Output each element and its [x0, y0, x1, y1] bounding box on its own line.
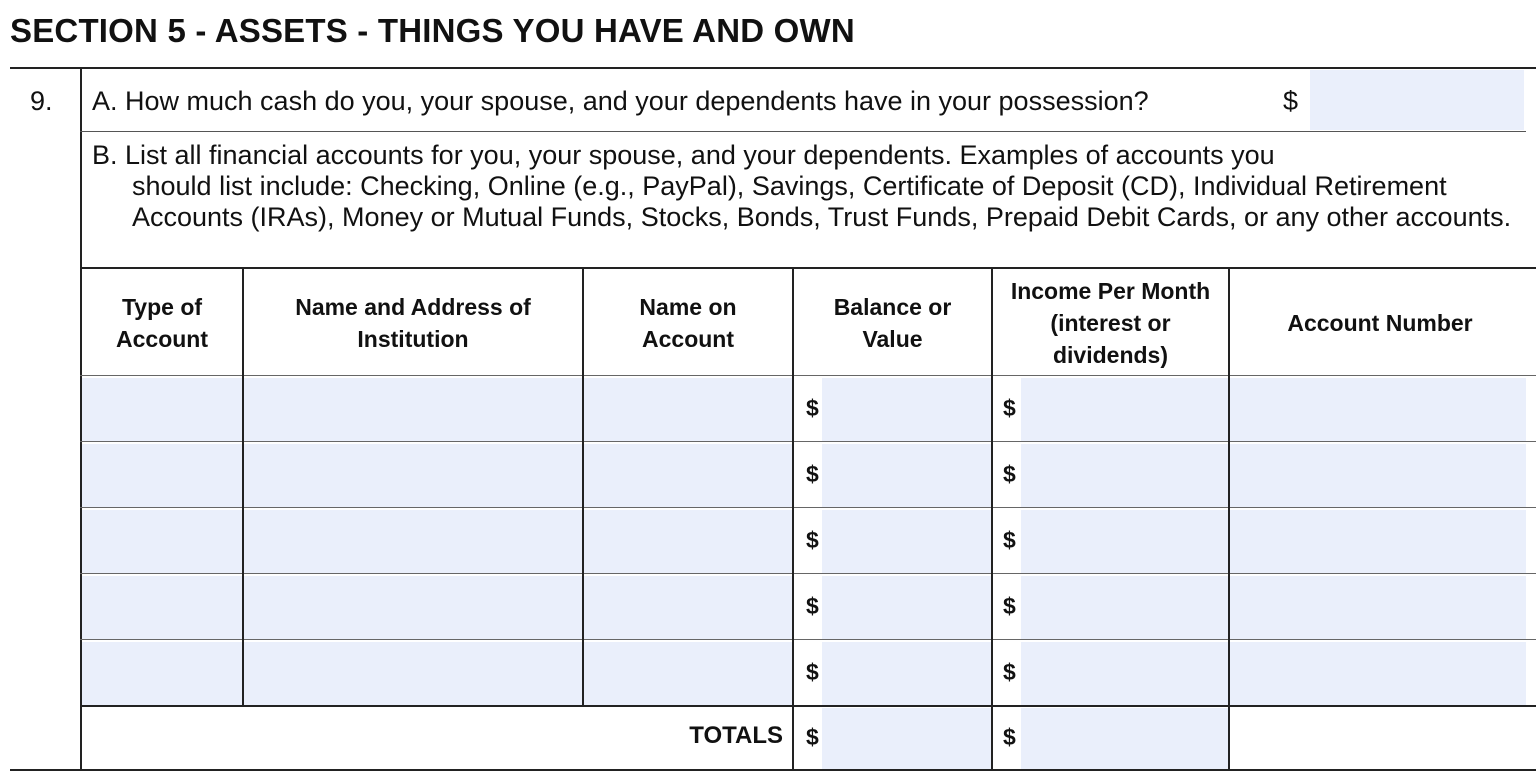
- col-rule-3: [792, 267, 794, 770]
- row-3-name-field[interactable]: [584, 510, 792, 573]
- row-4-name-field[interactable]: [584, 576, 792, 639]
- header-bottom-rule: [80, 375, 1536, 376]
- row-rule-1: [80, 441, 1536, 442]
- totals-income-field[interactable]: [1021, 708, 1228, 770]
- row-5-balance-dollar: $: [806, 659, 819, 685]
- totals-balance-dollar: $: [806, 724, 819, 750]
- question-number: 9.: [30, 86, 53, 116]
- table-top-rule: [80, 267, 1536, 269]
- row-2-name-field[interactable]: [584, 444, 792, 507]
- row-3-institution-field[interactable]: [244, 510, 582, 573]
- totals-balance-field[interactable]: [822, 708, 991, 770]
- cash-amount-field[interactable]: [1310, 70, 1524, 130]
- col-rule-1: [242, 267, 244, 707]
- row-1-income-dollar: $: [1003, 395, 1016, 421]
- row-5-name-field[interactable]: [584, 642, 792, 705]
- row-2-income-dollar: $: [1003, 461, 1016, 487]
- question-b-first-line: B. List all financial accounts for you, your spouse, and your dependents. Examples of accounts you: [92, 140, 1275, 170]
- header-institution: Name and Address of Institution: [295, 294, 531, 352]
- row-2-balance-dollar: $: [806, 461, 819, 487]
- row-4-income-field[interactable]: [1021, 576, 1228, 639]
- row-2-income-field[interactable]: [1021, 444, 1228, 507]
- row-2-institution-field[interactable]: [244, 444, 582, 507]
- row-1-balance-dollar: $: [806, 395, 819, 421]
- header-type-of-account: Type of Account: [116, 294, 208, 352]
- header-balance: Balance or Value: [833, 294, 952, 352]
- question-a-text: A. How much cash do you, your spouse, and your dependents have in your possession?: [92, 86, 1149, 116]
- col-rule-4: [991, 267, 993, 770]
- row-1-account-number-field[interactable]: [1230, 378, 1526, 441]
- row-5-account-number-field[interactable]: [1230, 642, 1526, 705]
- header-income: Income Per Month (interest or dividends): [1010, 278, 1211, 368]
- row-3-account-number-field[interactable]: [1230, 510, 1526, 573]
- cash-dollar-sign: $: [1283, 86, 1299, 116]
- header-account-number: Account Number: [1287, 310, 1473, 336]
- header-name-on-account: Name on Account: [639, 294, 737, 352]
- question-a-rule: [80, 131, 1526, 132]
- totals-label: TOTALS: [689, 722, 783, 749]
- row-2-account-number-field[interactable]: [1230, 444, 1526, 507]
- row-5-type-field[interactable]: [82, 642, 242, 705]
- row-4-type-field[interactable]: [82, 576, 242, 639]
- question-b-text: [92, 140, 1517, 233]
- row-2-type-field[interactable]: [82, 444, 242, 507]
- table-bottom-rule: [10, 769, 1536, 771]
- row-rule-3: [80, 573, 1536, 574]
- row-3-balance-dollar: $: [806, 527, 819, 553]
- row-rule-2: [80, 507, 1536, 508]
- col-rule-5: [1228, 267, 1230, 770]
- row-5-balance-field[interactable]: [822, 642, 991, 705]
- row-3-income-field[interactable]: [1021, 510, 1228, 573]
- row-2-balance-field[interactable]: [822, 444, 991, 507]
- row-rule-4: [80, 639, 1536, 640]
- row-1-balance-field[interactable]: [822, 378, 991, 441]
- row-5-income-dollar: $: [1003, 659, 1016, 685]
- row-4-income-dollar: $: [1003, 593, 1016, 619]
- row-rule-5: [80, 705, 1536, 707]
- row-4-balance-dollar: $: [806, 593, 819, 619]
- row-4-balance-field[interactable]: [822, 576, 991, 639]
- row-1-type-field[interactable]: [82, 378, 242, 441]
- totals-income-dollar: $: [1003, 724, 1016, 750]
- row-3-type-field[interactable]: [82, 510, 242, 573]
- title-rule: [10, 67, 1536, 69]
- row-5-institution-field[interactable]: [244, 642, 582, 705]
- row-1-name-field[interactable]: [584, 378, 792, 441]
- row-4-institution-field[interactable]: [244, 576, 582, 639]
- col-rule-2: [582, 267, 584, 707]
- row-5-income-field[interactable]: [1021, 642, 1228, 705]
- section-title: SECTION 5 - ASSETS - THINGS YOU HAVE AND OWN: [10, 12, 855, 49]
- row-3-balance-field[interactable]: [822, 510, 991, 573]
- row-3-income-dollar: $: [1003, 527, 1016, 553]
- row-1-institution-field[interactable]: [244, 378, 582, 441]
- row-4-account-number-field[interactable]: [1230, 576, 1526, 639]
- question-b-continuation: should list include: Checking, Online (e.g., PayPal), Savings, Certificate of Deposit (CD), Individual Retirement Accounts (IRAs), Money or Mutual Funds, Stocks, Bonds, Trust Funds, Prepaid Debit Cards, or any other accounts.: [132, 171, 1512, 232]
- row-1-income-field[interactable]: [1021, 378, 1228, 441]
